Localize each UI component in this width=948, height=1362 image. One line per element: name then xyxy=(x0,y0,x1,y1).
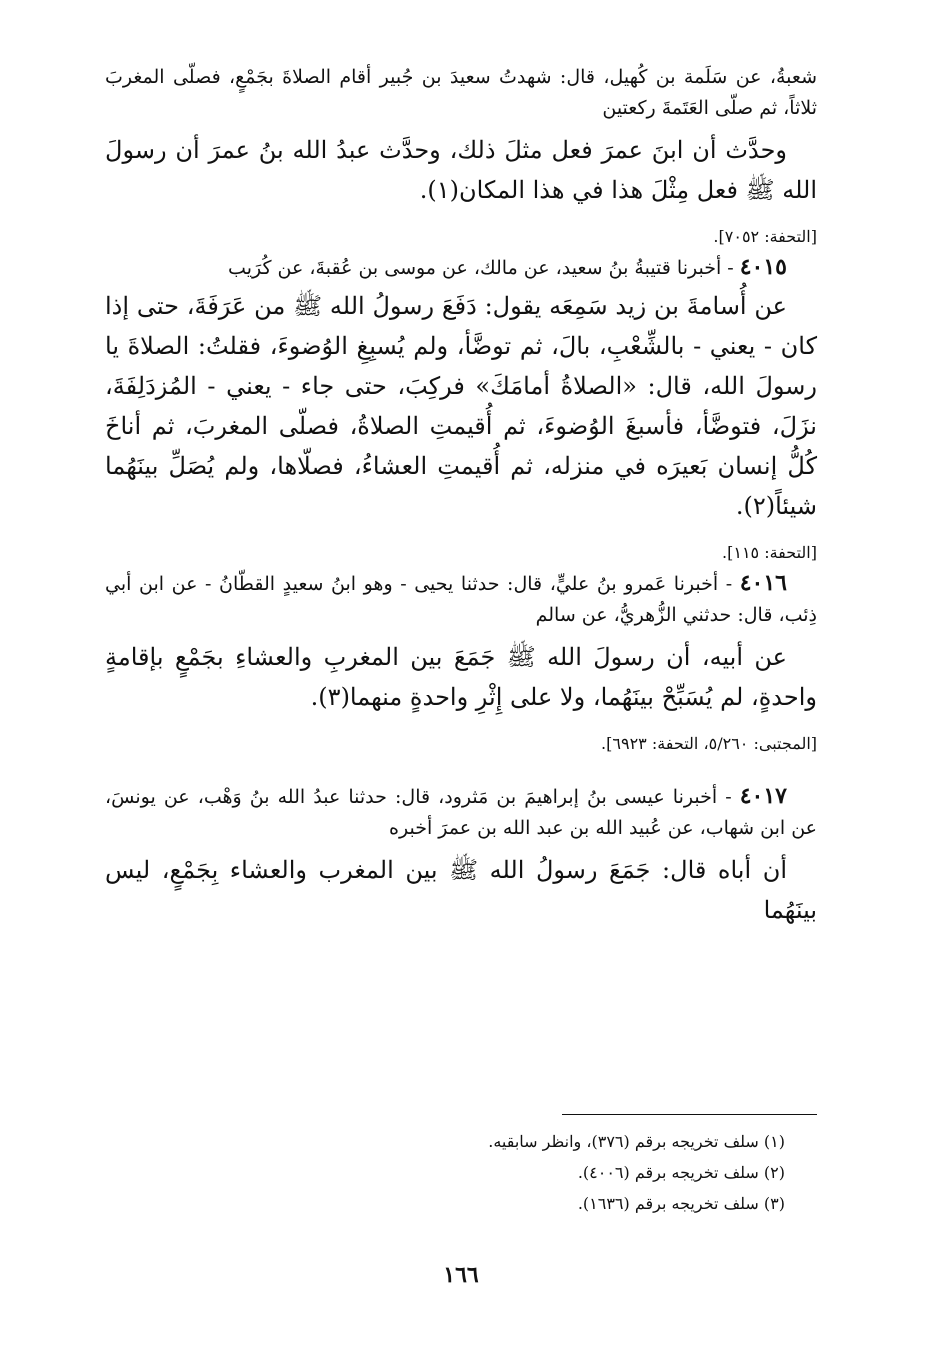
hadith-4017-text: أن أباه قال: جَمَعَ رسولُ الله ﷺ بين المغرب والعشاء بِجَمْعٍ، ليس بينَهُما xyxy=(105,856,817,924)
page-number: ١٦٦ xyxy=(443,1262,479,1288)
footnote-divider xyxy=(562,1114,817,1115)
hadith-4014-reference: [التحفة: ٧٠٥٢]. xyxy=(713,227,817,246)
hadith-4017-chain xyxy=(105,781,817,844)
book-page xyxy=(105,62,817,1352)
hadith-4015-chain-text: - أخبرنا قتيبةُ بنُ سعيد، عن مالك، عن موسى بن عُقبةَ، عن كُرَيب xyxy=(228,257,734,279)
hadith-4017-number: ٤٠١٧ xyxy=(739,783,787,809)
hadith-4016-reference: [المجتبى: ٥/٢٦٠، التحفة: ٦٩٢٣]. xyxy=(601,734,817,753)
hadith-4015-number: ٤٠١٥ xyxy=(739,254,787,280)
footnote-2: (٢) سلف تخريجه برقم (٤٠٠٦). xyxy=(577,1163,785,1182)
footnote-1: (١) سلف تخريجه برقم (٣٧٦)، وانظر سابقيه. xyxy=(488,1132,785,1151)
hadith-4014-chain: شعبةُ، عن سَلَمة بن كُهيل، قال: شهدتُ سعيدَ بن جُبير أقام الصلاةَ بجَمْعٍ، فصلّى المغربَ ثلاثاً، ثم صلّى العَتَمةَ ركعتين xyxy=(105,66,817,119)
footnote-3: (٣) سلف تخريجه برقم (١٦٣٦). xyxy=(577,1194,785,1213)
hadith-4016-chain-text: - أخبرنا عَمرو بنُ عليٍّ، قال: حدثنا يحيى - وهو ابنُ سعيدٍ القطّانُ - عن ابن أبي ذِئب، قال: حدثني الزُّهريُّ، عن سالم xyxy=(105,573,817,626)
hadith-4017-chain-text: - أخبرنا عيسى بنُ إبراهيمَ بن مَثرود، قال: حدثنا عبدُ الله بنُ وَهْب، عن يونسَ، عن ابن شهاب، عن عُبيد الله بن عبد الله بن عمرَ أخبره xyxy=(105,786,817,839)
hadith-4016-chain xyxy=(105,568,817,631)
hadith-4015-chain xyxy=(105,252,817,284)
hadith-4014-text: وحدَّث أن ابنَ عمرَ فعل مثلَ ذلك، وحدَّث عبدُ الله بنُ عمرَ أن رسولَ الله ﷺ فعل مِثْلَ هذا في هذا المكان(١). xyxy=(105,136,817,204)
hadith-4016-number: ٤٠١٦ xyxy=(739,570,787,596)
hadith-4015-reference: [التحفة: ١١٥]. xyxy=(722,543,817,562)
hadith-4016-text: عن أبيه، أن رسولَ الله ﷺ جَمَعَ بين المغربِ والعشاءِ بجَمْعٍ بإقامةٍ واحدةٍ، لم يُسَبِّحْ بينَهُما، ولا على إِثْرِ واحدةٍ منهما(٣). xyxy=(105,643,817,711)
footnotes-list xyxy=(185,1126,785,1219)
hadith-4015-text: عن أُسامةَ بن زيد سَمِعَه يقول: دَفَعَ رسولُ الله ﷺ من عَرَفَةَ، حتى إذا كان - يعني - بالشِّعْبِ، بالَ، ثم توضَّأ، ولم يُسبِغِ الوُضوءَ، فقلتُ: الصلاةَ يا رسولَ الله، قال: «الصلاةُ أمامَكَ» فركِبَ، حتى جاء - يعني - المُزدَلِفَةَ، نزَلَ، فتوضَّأ، فأسبغَ الوُضوءَ، ثم أُقيمتِ الصلاةُ، فصلّى المغربَ، ثم أناخَ كُلُّ إنسان بَعيرَه في منزله، ثم أُقيمتِ العشاءُ، فصلّاها، ولم يُصَلِّ بينَهُما شيئاً(٢). xyxy=(105,292,817,520)
